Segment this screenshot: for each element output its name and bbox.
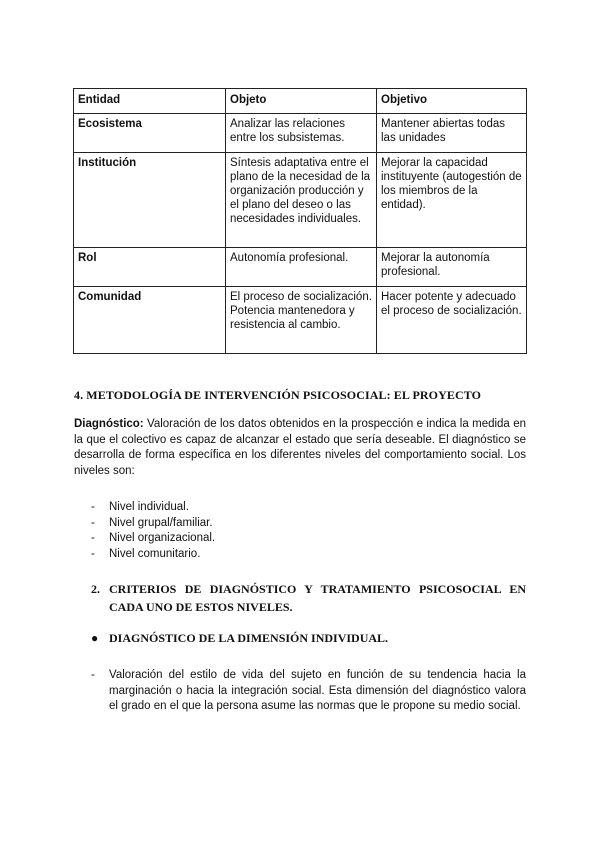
list-item-text: Nivel grupal/familiar. (109, 516, 213, 529)
list-item (74, 500, 215, 516)
dash-marker: - (91, 547, 95, 560)
section-4-heading: 4. METODOLOGÍA DE INTERVENCIÓN PSICOSOCIAL: EL PROYECTO (74, 388, 482, 402)
cell-objeto: Autonomía profesional. (226, 248, 377, 287)
cell-objetivo: Mejorar la capacidad instituyente (autogestión de los miembros de la entidad). (377, 153, 527, 248)
cell-entidad: Comunidad (74, 287, 226, 354)
subheading-individual (91, 631, 388, 646)
section-2-number: 2. (91, 582, 100, 596)
diagnostico-text: Valoración de los datos obtenidos en la prospección e indica la medida en la que el colectivo es capaz de alcanzar el estado que sería deseable. El diagnóstico se desarrolla de forma específica en los diferentes niveles del comportamiento social. Los niveles son: (74, 418, 526, 477)
table-row (74, 248, 527, 287)
diagnostico-paragraph (74, 417, 526, 479)
cell-objeto: Analizar las relaciones entre los subsistemas. (226, 114, 377, 153)
cell-objetivo: Mantener abiertas todas las unidades (377, 114, 527, 153)
cell-entidad: Institución (74, 153, 226, 248)
diagnostico-label: Diagnóstico: (74, 418, 144, 430)
cell-entidad: Rol (74, 248, 226, 287)
header-entidad: Entidad (74, 89, 226, 114)
table-row (74, 114, 527, 153)
list-item (74, 516, 215, 532)
list-item (74, 547, 215, 563)
list-item (74, 531, 215, 547)
individual-paragraph (91, 668, 526, 715)
list-item-text: Nivel organizacional. (109, 532, 216, 544)
dash-marker: - (91, 669, 95, 681)
dash-marker: - (91, 532, 95, 544)
cell-objetivo: Mejorar la autonomía profesional. (377, 248, 527, 287)
bullet-icon: ● (91, 631, 99, 645)
section-2-title: CRITERIOS DE DIAGNÓSTICO Y TRATAMIENTO PSICOSOCIAL EN CADA UNO DE ESTOS NIVELES. (109, 582, 526, 614)
dash-marker: - (91, 501, 95, 513)
header-objeto: Objeto (226, 89, 377, 114)
subheading-text: DIAGNÓSTICO DE LA DIMENSIÓN INDIVIDUAL. (109, 631, 389, 645)
section-2-heading (91, 580, 526, 616)
cell-objeto: El proceso de socialización. Potencia mantenedora y resistencia al cambio. (226, 287, 377, 354)
individual-paragraph-text: Valoración del estilo de vida del sujeto en función de su tendencia hacia la marginación o hacia la integración social. Esta dimensión del diagnóstico valora el grado en el que la persona asume las normas que le propone su medio social. (109, 669, 526, 712)
list-item-text: Nivel individual. (109, 501, 189, 513)
list-item-text: Nivel comunitario. (109, 547, 201, 560)
cell-objetivo: Hacer potente y adecuado el proceso de socialización. (377, 287, 527, 354)
entity-table (73, 88, 527, 354)
header-objetivo: Objetivo (377, 89, 527, 114)
cell-entidad: Ecosistema (74, 114, 226, 153)
table-row (74, 153, 527, 248)
dash-marker: - (91, 516, 95, 529)
table-row (74, 287, 527, 354)
niveles-list (74, 500, 215, 562)
table-header-row (74, 89, 527, 114)
cell-objeto: Síntesis adaptativa entre el plano de la necesidad de la organización producción y el plano del deseo o las necesidades individuales. (226, 153, 377, 248)
